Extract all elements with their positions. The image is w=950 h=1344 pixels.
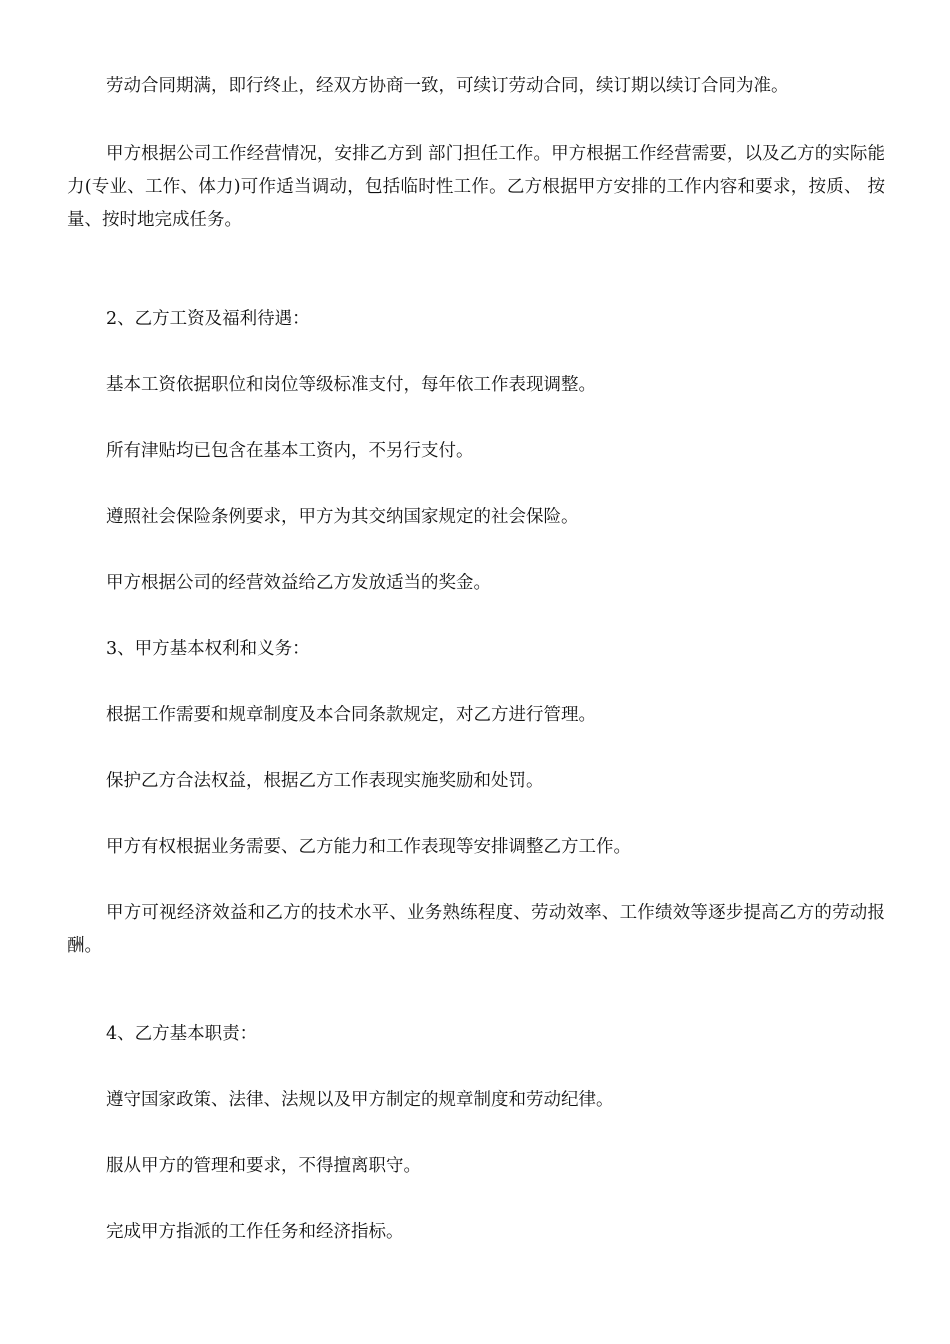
- paragraph-protection: 保护乙方合法权益，根据乙方工作表现实施奖励和处罚。: [106, 771, 544, 791]
- paragraph-tasks: 完成甲方指派的工作任务和经济指标。: [106, 1222, 404, 1242]
- heading-salary-benefits: 2、乙方工资及福利待遇：: [106, 309, 310, 329]
- paragraph-bonus: 甲方根据公司的经营效益给乙方发放适当的奖金。: [106, 573, 491, 593]
- paragraph-compensation: 甲方可视经济效益和乙方的技术水平、业务熟练程度、劳动效率、工作绩效等逐步提高乙方的劳动报酬。: [67, 903, 885, 956]
- paragraph-adjustment: 甲方有权根据业务需要、乙方能力和工作表现等安排调整乙方工作。: [106, 837, 631, 857]
- paragraph-obedience: 服从甲方的管理和要求，不得擅离职守。: [106, 1156, 421, 1176]
- paragraph-social-insurance: 遵照社会保险条例要求，甲方为其交纳国家规定的社会保险。: [106, 507, 579, 527]
- paragraph-contract-term: 劳动合同期满，即行终止，经双方协商一致，可续订劳动合同，续订期以续订合同为准。: [106, 76, 789, 96]
- paragraph-allowances: 所有津贴均已包含在基本工资内，不另行支付。: [106, 441, 474, 461]
- paragraph-base-salary: 基本工资依据职位和岗位等级标准支付，每年依工作表现调整。: [106, 375, 596, 395]
- paragraph-management: 根据工作需要和规章制度及本合同条款规定，对乙方进行管理。: [106, 705, 596, 725]
- paragraph-compliance: 遵守国家政策、法律、法规以及甲方制定的规章制度和劳动纪律。: [106, 1090, 614, 1110]
- heading-employer-rights: 3、甲方基本权利和义务：: [106, 639, 310, 659]
- paragraph-job-assignment: 甲方根据公司工作经营情况，安排乙方到 部门担任工作。甲方根据工作经营需要，以及乙方的实际能力(专业、工作、体力)可作适当调动，包括临时性工作。乙方根据甲方安排的工作内容和要求，按质、 按量、按时地完成任务。: [67, 144, 885, 230]
- heading-employee-duties: 4、乙方基本职责：: [106, 1024, 258, 1044]
